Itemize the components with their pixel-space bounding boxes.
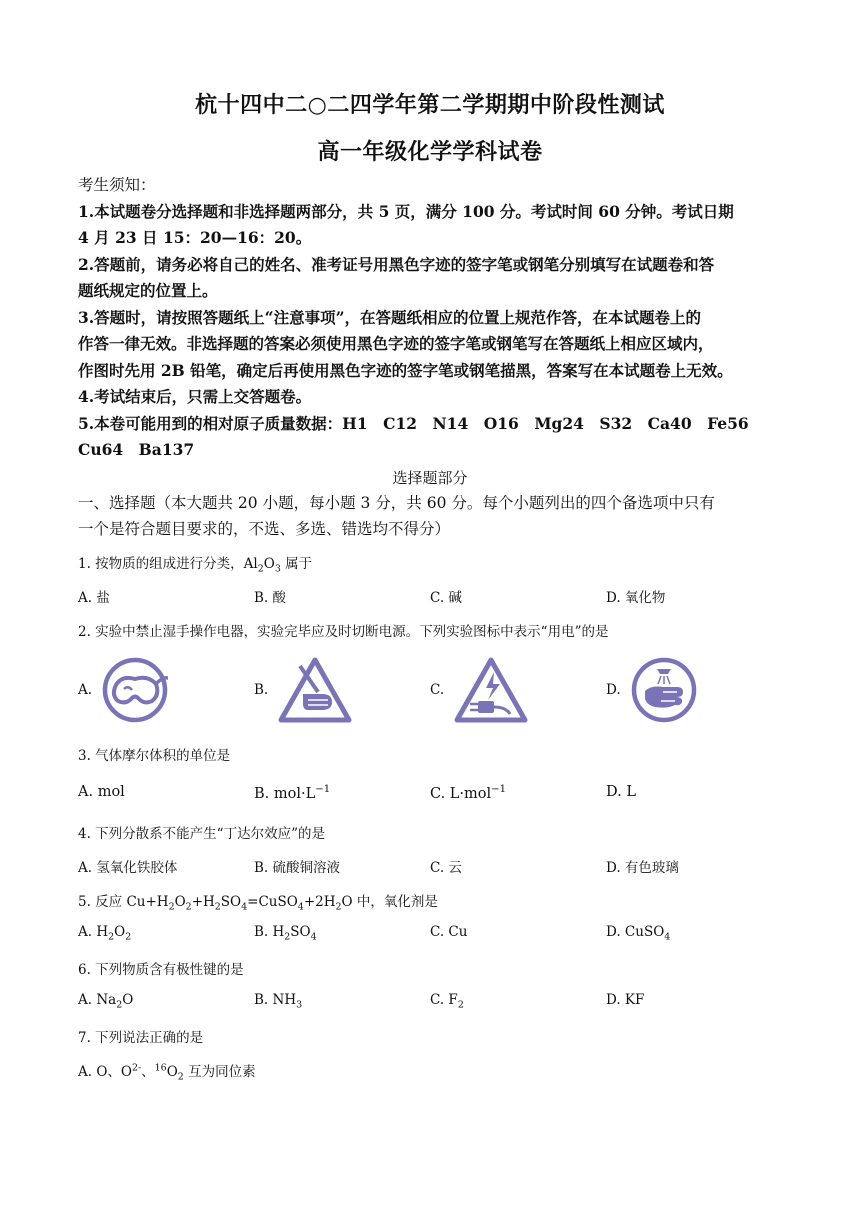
notice-line: 作答一律无效。非选择题的答案必须使用黑色字迹的签字笔或钢笔写在答题纸上相应区域内， (78, 334, 714, 353)
part-description (78, 490, 784, 542)
option-b: B. 酸 (254, 590, 287, 606)
option-c: C. (430, 655, 528, 725)
candidate-notice (78, 172, 784, 464)
option-d: D. KF (606, 992, 645, 1008)
notice-heading: 考生须知： (78, 176, 156, 194)
option-b: B. $mol\cdot L^{-1}$ (254, 784, 331, 802)
option-c: C. L·mol$^{-1}$ (430, 784, 507, 802)
option-b: B. $H_2SO_4$ (254, 924, 317, 943)
question-3-options (78, 784, 784, 806)
option-d: D. 有色玻璃 (606, 860, 679, 876)
question-1-options (78, 586, 784, 608)
question-6: 6. 下列物质含有极性键的是 (78, 962, 244, 978)
sharp-object-icon (278, 656, 352, 724)
notice-line: 4.考试结束后，只需上交答题卷。 (78, 387, 312, 406)
notice-line: 3.答题时，请按照答题纸上“注意事项”，在答题纸相应的位置上规范作答，在本试题卷上的 (78, 307, 702, 327)
question-7: 7. 下列说法正确的是 (78, 1030, 204, 1046)
option-c: C. 云 (430, 860, 462, 876)
part-desc-line: 一个是符合题目要求的，不选、多选、错选均不得分） (78, 520, 451, 538)
option-a: A. $Na_2O$ (78, 992, 134, 1011)
option-b: B. 硫酸铜溶液 (254, 860, 341, 876)
electricity-plug-icon (454, 656, 528, 724)
exam-title: 杭十四中二○二四学年第二学期期中阶段性测试 (195, 92, 665, 118)
option-d: D. L (606, 784, 636, 800)
goggles-icon (102, 657, 168, 723)
option-a: A. 氢氧化铁胶体 (78, 860, 178, 876)
option-d: D. (606, 655, 697, 725)
notice-line: 题纸规定的位置上。 (78, 281, 218, 300)
option-d: D. 氧化物 (606, 590, 666, 606)
notice-line: 5.本卷可能用到的相对原子质量数据：H1 C12 N14 O16 Mg24 S32 Ca40 Fe56 (78, 413, 749, 433)
option-c: C. $F_2$ (430, 992, 464, 1011)
option-d: D. CuSO$_4$ (606, 924, 671, 943)
part-desc-line: 一、选择题（本大题共 20 小题，每小题 3 分，共 60 分。每个小题列出的四个备选项中只有 (78, 494, 715, 512)
option-c: C. Cu (430, 924, 468, 940)
question-6-options (78, 992, 784, 1014)
option-b: B. $NH_3$ (254, 992, 303, 1011)
option-c: C. 碱 (430, 590, 462, 606)
question-4: 4. 下列分散系不能产生“丁达尔效应”的是 (78, 826, 325, 842)
option-a: A. 盐 (78, 590, 110, 606)
option-a: A. $H_2O_2$ (78, 924, 132, 943)
option-b: B. (254, 655, 352, 725)
notice-line: 4 月 23 日 15：20—16：20。 (78, 228, 312, 247)
section-title: 选择题部分 (392, 469, 468, 487)
question-5-options (78, 924, 784, 946)
exam-subtitle: 高一年级化学学科试卷 (317, 139, 543, 165)
question-4-options (78, 856, 784, 878)
question-1: 1. 按物质的组成进行分类，$Al_2O_3$ 属于 (78, 556, 313, 575)
question-2: 2. 实验中禁止湿手操作电器，实验完毕应及时切断电源。下列实验图标中表示“用电”的是 (78, 624, 609, 640)
wash-hands-icon (631, 657, 697, 723)
question-2-options (78, 655, 784, 725)
notice-line: 1.本试题卷分选择题和非选择题两部分，共 5 页，满分 100 分。考试时间 60 分钟。考试日期 (78, 201, 734, 221)
question-5: 5. 反应 $Cu+H_2O_2+H_2SO_4=CuSO_4+2H_2O$ 中，氧化剂是 (78, 894, 438, 913)
notice-line: Cu64 Ba137 (78, 440, 195, 459)
notice-line: 2.答题前，请务必将自己的姓名、准考证号用黑色字迹的签字笔或钢笔分别填写在试题卷和答 (78, 254, 715, 274)
option-a: A. (78, 655, 168, 725)
option-a: A. mol (78, 784, 125, 800)
notice-line: 作图时先用 2B 铅笔，确定后再使用黑色字迹的签字笔或钢笔描黑，答案写在本试题卷上无效。 (78, 360, 733, 380)
question-3: 3. 气体摩尔体积的单位是 (78, 748, 231, 764)
question-7-option-a: A. O、$O^{2-}$、$^{16}O_2$ 互为同位素 (78, 1062, 256, 1083)
